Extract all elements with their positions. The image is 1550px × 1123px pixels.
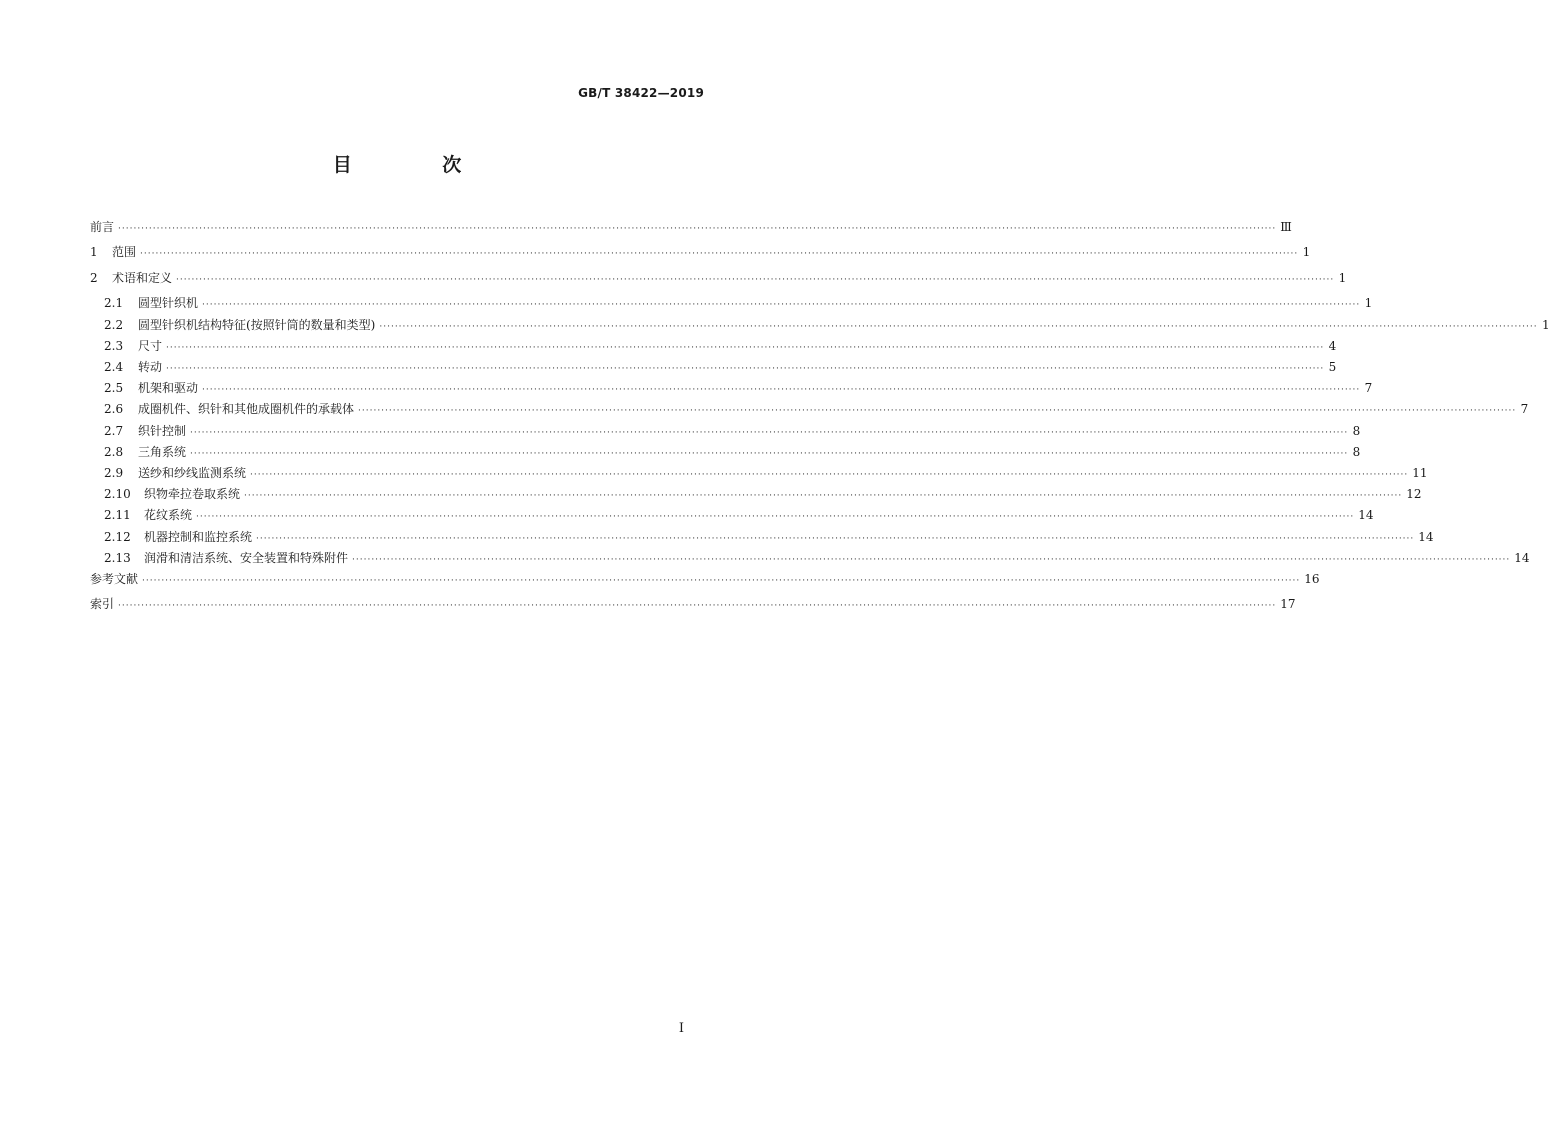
toc-entry-label: 转动	[138, 360, 163, 375]
toc-entry-label: 织物牵拉卷取系统	[144, 487, 241, 502]
toc-entry-page: 8	[1352, 423, 1361, 438]
toc-entry-label: 机器控制和监控系统	[144, 529, 253, 544]
toc-entry-page: 1	[1302, 245, 1311, 260]
toc-dot-leader: ············································································································································································································································································································	[250, 469, 1409, 480]
toc-entry-number: 2.12	[104, 529, 131, 544]
toc-entry-label: 术语和定义	[112, 270, 173, 285]
toc-entry[interactable]	[90, 548, 1530, 569]
toc-entry-number: 2.7	[104, 423, 124, 438]
toc-entry-number: 2.13	[104, 550, 131, 565]
standard-code: GB/T 38422—2019	[578, 86, 704, 100]
toc-entry-label: 成圈机件、织针和其他成圈机件的承载体	[138, 402, 355, 417]
toc-entry-page: 5	[1328, 360, 1337, 375]
toc-entry-page: 4	[1328, 338, 1337, 353]
toc-entry[interactable]	[90, 268, 1347, 289]
toc-entry-label: 花纹系统	[144, 508, 193, 523]
table-of-contents	[90, 217, 1550, 620]
toc-dot-leader: ············································································································································································································································································································	[202, 300, 1361, 311]
toc-entry-number: 2.11	[104, 508, 131, 523]
toc-dot-leader: ············································································································································································································································································································	[118, 224, 1277, 234]
toc-dot-leader: ············································································································································································································································································································	[142, 575, 1301, 586]
toc-entry-number: 2.10	[104, 487, 131, 502]
toc-entry-number: 2.1	[104, 296, 124, 311]
toc-entry-page: 8	[1352, 444, 1361, 459]
toc-entry-page: 11	[1412, 465, 1428, 480]
toc-entry-page: 7	[1364, 381, 1373, 396]
toc-entry-number: 2.8	[104, 444, 124, 459]
toc-entry-label: 尺寸	[138, 338, 163, 353]
toc-dot-leader: ············································································································································································································································································································	[190, 448, 1349, 459]
toc-entry-label: 前言	[90, 220, 115, 234]
toc-entry-page: 14	[1418, 529, 1434, 544]
toc-entry[interactable]	[90, 442, 1361, 463]
toc-entry-page: 16	[1304, 571, 1320, 586]
toc-entry-number: 2.9	[104, 465, 124, 480]
toc-entry[interactable]	[90, 421, 1361, 442]
toc-dot-leader: ············································································································································································································································································································	[140, 249, 1299, 260]
toc-entry-number: 2.2	[104, 317, 124, 332]
toc-entry[interactable]	[90, 378, 1373, 399]
toc-dot-leader: ············································································································································································································································································································	[202, 385, 1361, 396]
toc-entry[interactable]	[90, 569, 1320, 590]
page-title: 目 次	[332, 154, 504, 176]
toc-entry-page: 1	[1542, 317, 1550, 332]
toc-entry[interactable]	[90, 242, 1311, 263]
toc-entry-page: 14	[1358, 508, 1374, 523]
toc-dot-leader: ············································································································································································································································································································	[379, 321, 1538, 332]
toc-entry-number: 1	[90, 245, 98, 260]
page-number: I	[678, 1021, 684, 1036]
toc-entry[interactable]	[90, 293, 1373, 314]
toc-dot-leader: ············································································································································································································································································································	[358, 406, 1517, 417]
toc-entry-label: 参考文献	[90, 571, 139, 586]
toc-entry-number: 2.3	[104, 338, 124, 353]
toc-dot-leader: ············································································································································································································································································································	[256, 533, 1415, 544]
toc-entry-label: 范围	[112, 245, 137, 260]
toc-entry-page: 1	[1338, 270, 1347, 285]
toc-entry-page: 17	[1280, 597, 1296, 612]
toc-dot-leader: ············································································································································································································································································································	[166, 342, 1325, 353]
toc-dot-leader: ············································································································································································································································································································	[118, 601, 1277, 612]
toc-entry[interactable]	[90, 315, 1550, 336]
toc-dot-leader: ············································································································································································································································································································	[196, 512, 1355, 523]
toc-dot-leader: ············································································································································································································································································································	[176, 274, 1335, 285]
toc-entry[interactable]	[90, 399, 1529, 420]
toc-entry[interactable]	[90, 336, 1337, 357]
toc-entry[interactable]	[90, 217, 1292, 238]
toc-entry-number: 2.6	[104, 402, 124, 417]
toc-entry-label: 润滑和清洁系统、安全装置和特殊附件	[144, 550, 349, 565]
toc-entry-label: 织针控制	[138, 423, 187, 438]
toc-dot-leader: ············································································································································································································································································································	[190, 427, 1349, 438]
toc-dot-leader: ············································································································································································································································································································	[166, 364, 1325, 375]
toc-entry-page: 14	[1514, 550, 1530, 565]
toc-entry-number: 2	[90, 270, 98, 285]
toc-entry-number: 2.5	[104, 381, 124, 396]
toc-entry[interactable]	[90, 594, 1296, 615]
toc-entry-page: 12	[1406, 487, 1422, 502]
toc-entry-page: 1	[1364, 296, 1373, 311]
toc-entry-label: 圆型针织机结构特征(按照针筒的数量和类型)	[138, 317, 376, 332]
toc-entry-label: 送纱和纱线监测系统	[138, 465, 247, 480]
toc-entry[interactable]	[90, 505, 1374, 526]
toc-entry-label: 三角系统	[138, 444, 187, 459]
toc-dot-leader: ············································································································································································································································································································	[244, 491, 1403, 502]
toc-entry-label: 圆型针织机	[138, 296, 199, 311]
toc-entry-page: Ⅲ	[1280, 220, 1292, 234]
toc-entry-label: 机架和驱动	[138, 381, 199, 396]
toc-entry-number: 2.4	[104, 360, 124, 375]
toc-entry[interactable]	[90, 484, 1422, 505]
toc-entry[interactable]	[90, 357, 1337, 378]
toc-entry[interactable]	[90, 463, 1428, 484]
toc-entry-label: 索引	[90, 597, 115, 612]
toc-entry-page: 7	[1520, 402, 1529, 417]
toc-dot-leader: ············································································································································································································································································································	[352, 554, 1511, 565]
toc-entry[interactable]	[90, 527, 1434, 548]
